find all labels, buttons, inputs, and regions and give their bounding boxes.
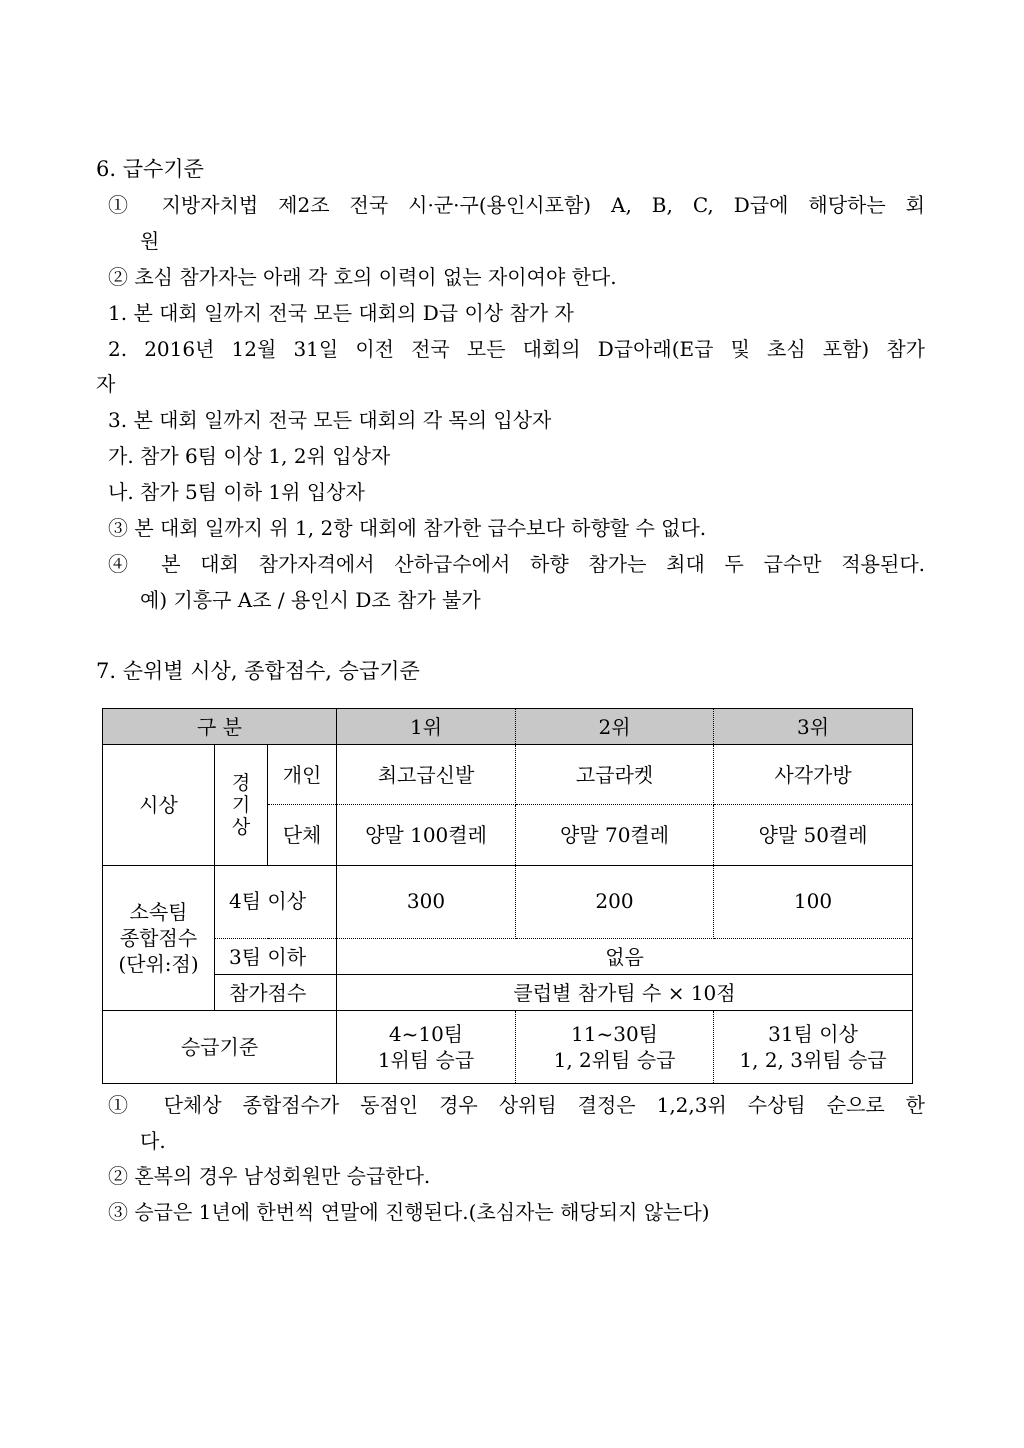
awards-sub-label-char: 상 <box>231 816 251 838</box>
section6-sub3b: 나. 참가 5팀 이하 1위 입상자 <box>108 480 365 504</box>
section6-item4-line2: 예) 기흥구 A조 / 용인시 D조 참가 불가 <box>140 588 481 612</box>
table-row <box>103 1011 913 1084</box>
section6-heading: 6. 급수기준 <box>96 157 204 181</box>
section6-item1-line1: ① 지방자치법 제2조 전국 시·군·구(용인시포함) A, B, C, D급에 해당하는 회 <box>108 193 925 217</box>
section6-sub3: 3. 본 대회 일까지 전국 모든 대회의 각 목의 입상자 <box>108 408 552 432</box>
score-three-less-label: 3팀 이하 <box>215 939 337 975</box>
awards-team-rank1: 양말 100켤레 <box>337 805 516 866</box>
awards-team-rank3: 양말 50켤레 <box>714 805 913 866</box>
promotion-col3-line: 1, 2, 3위팀 승급 <box>739 1048 887 1072</box>
score-label-line: 종합점수 <box>119 926 198 950</box>
promotion-col1-line: 1위팀 승급 <box>377 1048 475 1072</box>
awards-sub-label <box>215 745 268 866</box>
score-four-plus-rank1: 300 <box>337 866 516 939</box>
section7-note1-line1: ① 단체상 종합점수가 동점인 경우 상위팀 결정은 1,2,3위 수상팀 순으로 한 <box>108 1093 925 1117</box>
header-category: 구 분 <box>103 709 337 745</box>
promotion-label: 승급기준 <box>103 1011 337 1084</box>
section6-sub1: 1. 본 대회 일까지 전국 모든 대회의 D급 이상 참가 자 <box>108 301 574 325</box>
promotion-col1 <box>337 1011 516 1084</box>
awards-individual-label: 개인 <box>268 745 337 805</box>
score-participation-label: 참가점수 <box>215 975 337 1011</box>
awards-sub-label-char: 기 <box>231 794 251 816</box>
awards-team-label: 단체 <box>268 805 337 866</box>
score-label <box>103 866 215 1011</box>
table-header-row <box>103 709 913 745</box>
score-four-plus-rank3: 100 <box>714 866 913 939</box>
awards-individual-rank3: 사각가방 <box>714 745 913 805</box>
awards-label: 시상 <box>103 745 215 866</box>
score-four-plus-label: 4팀 이상 <box>215 866 337 939</box>
score-participation-value: 클럽별 참가팀 수 × 10점 <box>337 975 913 1011</box>
promotion-col1-line: 4~10팀 <box>388 1022 464 1046</box>
header-rank3: 3위 <box>714 709 913 745</box>
table-row <box>103 939 913 975</box>
section6-item2: ② 초심 참가자는 아래 각 호의 이력이 없는 자이여야 한다. <box>108 265 617 289</box>
table-row <box>103 745 913 805</box>
section7-note3: ③ 승급은 1년에 한번씩 연말에 진행된다.(초심자는 해당되지 않는다) <box>108 1200 710 1224</box>
section7-note1-line2: 다. <box>140 1129 166 1153</box>
section7-heading: 7. 순위별 시상, 종합점수, 승급기준 <box>96 659 420 683</box>
section6-sub2-line1: 2. 2016년 12월 31일 이전 전국 모든 대회의 D급아래(E급 및 초심 포함) 참가 <box>108 337 925 361</box>
promotion-col2-line: 1, 2위팀 승급 <box>553 1048 676 1072</box>
section6-item3: ③ 본 대회 일까지 위 1, 2항 대회에 참가한 급수보다 하향할 수 없다. <box>108 516 707 540</box>
promotion-col3-line: 31팀 이상 <box>768 1022 858 1046</box>
awards-table <box>102 708 913 1084</box>
section6-item4-line1: ④ 본 대회 참가자격에서 산하급수에서 하향 참가는 최대 두 급수만 적용된다. <box>108 552 925 576</box>
awards-team-rank2: 양말 70켤레 <box>516 805 714 866</box>
awards-individual-rank2: 고급라켓 <box>516 745 714 805</box>
header-rank1: 1위 <box>337 709 516 745</box>
score-three-less-value: 없음 <box>337 939 913 975</box>
table-row <box>103 866 913 939</box>
section6-sub3a: 가. 참가 6팀 이상 1, 2위 입상자 <box>108 444 391 468</box>
awards-individual-rank1: 최고급신발 <box>337 745 516 805</box>
promotion-col3 <box>714 1011 913 1084</box>
score-label-line: (단위:점) <box>118 952 199 976</box>
table-row <box>103 975 913 1011</box>
section7-note2: ② 혼복의 경우 남성회원만 승급한다. <box>108 1164 431 1188</box>
promotion-col2-line: 11~30팀 <box>571 1022 658 1046</box>
score-label-line: 소속팀 <box>129 900 188 924</box>
score-four-plus-rank2: 200 <box>516 866 714 939</box>
header-rank2: 2위 <box>516 709 714 745</box>
awards-sub-label-char: 경 <box>231 772 251 794</box>
section6-sub2-line2: 자 <box>96 372 116 396</box>
promotion-col2 <box>516 1011 714 1084</box>
section6-item1-line2: 원 <box>140 229 160 253</box>
